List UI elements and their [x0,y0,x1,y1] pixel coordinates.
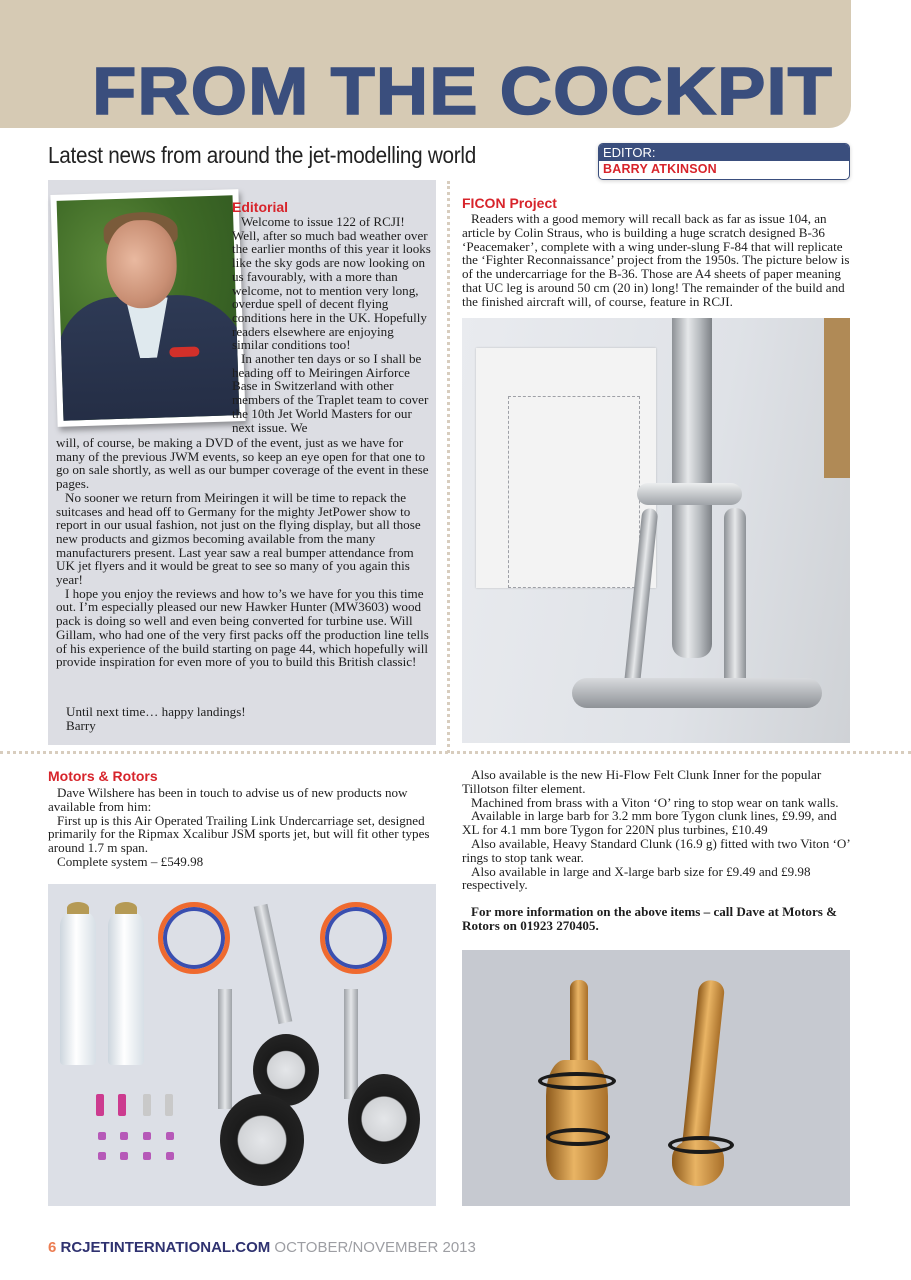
editorial-intro-text [232,215,432,434]
section-subtitle: Latest news from around the jet-modelling world [48,142,476,168]
section-divider [0,751,911,754]
paragraph: Machined from brass with a Viton ‘O’ ring to stop wear on tank walls. [471,794,839,810]
editor-photo-image [57,195,240,420]
editor-name: BARRY ATKINSON [603,162,717,176]
paragraph: No sooner we return from Meiringen it will be time to repack the suitcases and head off to Germany for the mighty JetPower show to report in our usual fashion, not just on the flying display, but all those new products and gizmos becoming available from the many manufacturers present. Last year saw a real bumper attendance from UK jet flyers and it would be great to see so many of you again this year! [56,489,421,588]
o-ring-shape [538,1072,616,1090]
air-tubing-shape [158,902,230,974]
editor-photo [50,189,245,427]
issue-date: OCTOBER/NOVEMBER 2013 [274,1239,476,1256]
tee-fitting-shape [120,1152,128,1160]
motors-heading: Motors & Rotors [48,768,158,784]
main-wheel-shape [348,1074,420,1164]
technical-drawing-shape [508,396,640,588]
air-bottle-shape [108,910,144,1065]
a4-paper-shape [476,348,656,588]
felt-clunk-shape [681,979,726,1161]
clunk-barb-shape [570,980,588,1070]
main-leg-shape [218,989,232,1109]
valve-shape [143,1094,151,1116]
bottle-cap-shape [115,902,137,914]
cardboard-shape [824,318,850,478]
air-tubing-shape [320,902,392,974]
o-ring-shape [668,1136,734,1154]
website-link[interactable]: RCJETINTERNATIONAL.COM [60,1239,271,1256]
tee-fitting-shape [98,1132,106,1140]
main-wheel-shape [220,1094,304,1186]
paragraph: In another ten days or so I shall be heading off to Meiringen Airforce Base in Switzerland with other members of the Traplet team to cover the 10th Jet World Masters for our next issue. We [232,351,429,435]
brass-clunks-photo [462,950,850,1206]
main-leg-shape [344,989,358,1099]
undercarriage-set-photo [48,884,436,1206]
paragraph: First up is this Air Operated Trailing Link Undercarriage set, designed primarily for the Ripmax Xcalibur JSM sports jet, but will fit other types around 1.7 m span. [48,812,430,856]
tee-fitting-shape [143,1152,151,1160]
jet-logo-icon [169,346,199,357]
ficon-heading: FICON Project [462,195,557,211]
tee-fitting-shape [143,1132,151,1140]
face-shape [105,219,178,309]
editor-label: EDITOR: [599,144,849,161]
paragraph: Complete system – £549.98 [57,853,204,869]
o-ring-shape [546,1128,610,1146]
tee-fitting-shape [98,1152,106,1160]
valve-shape [165,1094,173,1116]
header-band [0,0,851,128]
tee-fitting-shape [120,1132,128,1140]
signoff-line: Until next time… happy landings! [66,704,246,719]
paragraph: Also available, Heavy Standard Clunk (16.9 g) fitted with two Viton ‘O’ rings to stop tank wear. [462,835,850,865]
column-divider [447,181,450,753]
editorial-body-text [56,436,432,669]
editorial-signoff [56,705,432,732]
editorial-heading: Editorial [232,199,289,215]
paragraph: Also available is the new Hi-Flow Felt Clunk Inner for the popular Tillotson filter element. [462,767,822,796]
ficon-text [462,212,852,309]
editor-credit-box [598,143,850,180]
signature: Barry [66,717,96,733]
motors-right-text [462,768,852,933]
paragraph: I hope you enjoy the reviews and how to’s we have for you this time out. I’m especially pleased our new Hawker Hunter (MW3603) wood pack is doing so well and even being converted for turbine use. Will Gillam, who had one of the very first packs off the production line tells of his experience of the build starting on page 44, which hopefully will provide inspiration for even more of you to build this British classic! [56,585,429,670]
paragraph: Dave Wilshere has been in touch to advise us of new products now available from him: [48,785,408,814]
air-bottle-shape [60,910,96,1065]
axle-shape [572,678,822,708]
valve-shape [96,1094,104,1116]
motors-left-text [48,786,436,869]
paragraph: Readers with a good memory will recall back as far as issue 104, an article by Colin Straus, who is building a huge scratch designed B-36 ‘Peacemaker’, complete with a wing under-slung F-84 that will replicate the ‘Fighter Reconnaissance’ project from the 1950s. The picture below is of the undercarriage for the B-36. Those are A4 sheets of paper meaning that UC leg is around 50 cm (20 in) long! The remainder of the build and the finished aircraft will, of course, feature in RCJI. [462,211,850,309]
valve-shape [118,1094,126,1116]
paragraph: Welcome to issue 122 of RCJI! Well, after so much bad weather over the earlier months of this year it looks like the sky gods are now looking on us favourably, with a more than welcome, not to mention very long, overdue spell of decent flying conditions here in the UK. Hopefully readers elsewhere are enjoying similar conditions too! [232,214,431,353]
nose-leg-shape [254,904,293,1024]
paragraph: will, of course, be making a DVD of the event, just as we have for many of the previous JWM events, so keep an eye open for that one to go on sale shortly, as well as our bumper coverage of the event in these pages. [56,435,429,492]
page-footer [48,1239,476,1256]
page-number: 6 [48,1239,57,1256]
paragraph: Also available in large and X-large barb size for £9.49 and £9.98 respectively. [462,863,811,893]
bottle-cap-shape [67,902,89,914]
clamp-shape [637,483,742,505]
editorial-panel [48,180,436,745]
ficon-undercarriage-photo [462,318,850,743]
section-title: FROM THE COCKPIT [92,54,833,129]
contact-info: For more information on the above items – call Dave at Motors & Rotors on 01923 270405. [462,904,838,933]
paragraph: Available in large barb for 3.2 mm bore Tygon clunk lines, £9.99, and XL for 4.1 mm bore Tygon for 220N plus turbines, £10.49 [462,808,837,838]
tee-fitting-shape [166,1132,174,1140]
tee-fitting-shape [166,1152,174,1160]
